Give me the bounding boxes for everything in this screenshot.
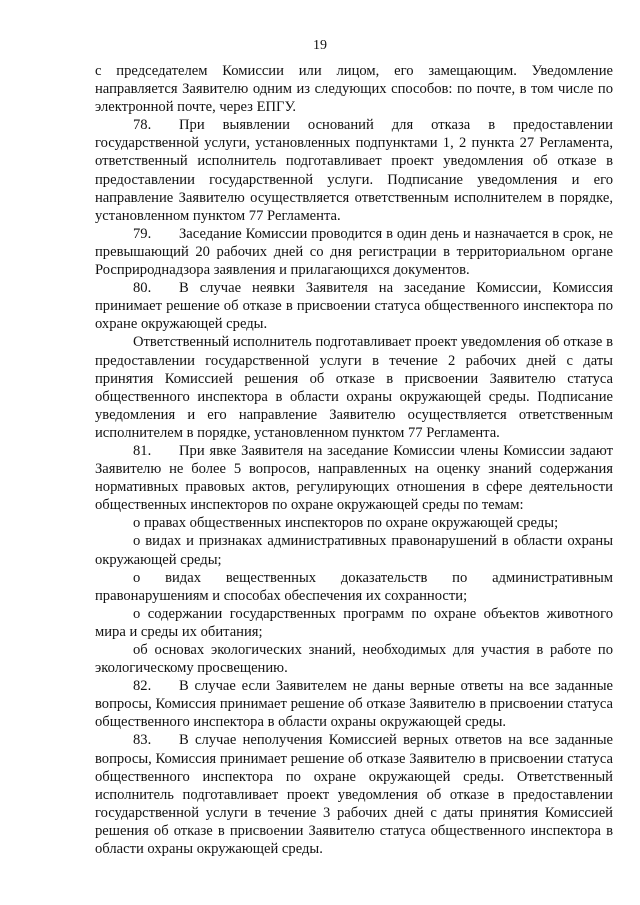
list-item: о правах общественных инспекторов по охране окружающей среды;	[133, 515, 559, 532]
page-number: 19	[313, 38, 327, 53]
list-item: о видах вещественных доказательств по административным правонарушениям и способах обеспечения их сохранности;	[95, 569, 613, 604]
paragraph-number: 79.	[133, 225, 152, 242]
paragraph-number: 80.	[133, 280, 152, 297]
paragraph-number: 81.	[133, 442, 152, 459]
document-body	[95, 62, 613, 858]
paragraph-81: 81. При явке Заявителя на заседание Комиссии члены Комиссии задают Заявителю не более 5 вопросов, направленных на оценку знаний содержания нормативных правовых актов, регулирующих отношения в сфере деятельности общественных инспекторов по охране окружающей среды по темам:	[95, 442, 613, 514]
paragraph-number: 83.	[133, 732, 152, 749]
paragraph-83: 83. В случае неполучения Комиссией верных ответов на все заданные вопросы, Комиссия принимает решение об отказе Заявителю в присвоении статуса общественного инспектора по охране окружающей среды. Ответственный исполнитель подготавливает проект уведомления об отказе в предоставлении государственной услуги в течение 3 рабочих дней с даты принятия Комиссией решения об отказе в присвоении Заявителю статуса общественного инспектора в области охраны окружающей среды.	[95, 732, 613, 858]
paragraph-79: 79. Заседание Комиссии проводится в один день и назначается в срок, не превышающий 20 рабочих дней со дня регистрации в территориальном органе Росприроднадзора заявления и прилагающихся документов.	[95, 225, 613, 279]
list-item: о видах и признаках административных правонарушений в области охраны окружающей среды;	[95, 533, 613, 568]
paragraph-number: 78.	[133, 117, 152, 134]
paragraph-82: 82. В случае если Заявителем не даны верные ответы на все заданные вопросы, Комиссия принимает решение об отказе Заявителю в присвоении статуса общественного инспектора в области охраны окружающей среды.	[95, 678, 613, 731]
paragraph-80: 80. В случае неявки Заявителя на заседание Комиссии, Комиссия принимает решение об отказе в присвоении статуса общественного инспектора по охране окружающей среды.	[95, 280, 613, 333]
list-item: о содержании государственных программ по охране объектов животного мира и среды их обитания;	[95, 605, 613, 640]
paragraph-78: 78. При выявлении оснований для отказа в предоставлении государственной услуги, установленных подпунктами 1, 2 пункта 27 Регламента, ответственный исполнитель подготавливает проект уведомления об отказе в предоставлении государственной услуги. Подписание уведомления и его направление Заявителю осуществляется ответственным исполнителем в порядке, установленном пунктом 77 Регламента.	[95, 117, 613, 224]
list-item: об основах экологических знаний, необходимых для участия в работе по экологическому просвещению.	[95, 642, 613, 677]
paragraph-number: 82.	[133, 678, 152, 695]
paragraph-80-notice: Ответственный исполнитель подготавливает проект уведомления об отказе в предоставлении государственной услуги в течение 2 рабочих дней с даты принятия Комиссией решения об отказе в присвоении Заявителю статуса общественного инспектора в области охраны окружающей среды. Подписание уведомления и его направление Заявителю осуществляется ответственным исполнителем в порядке, установленном пунктом 77 Регламента.	[95, 334, 613, 441]
paragraph-continuation: с председателем Комиссии или лицом, его замещающим. Уведомление направляется Заявителю одним из следующих способов: по почте, в том числе по электронной почте, через ЕПГУ.	[95, 63, 613, 116]
